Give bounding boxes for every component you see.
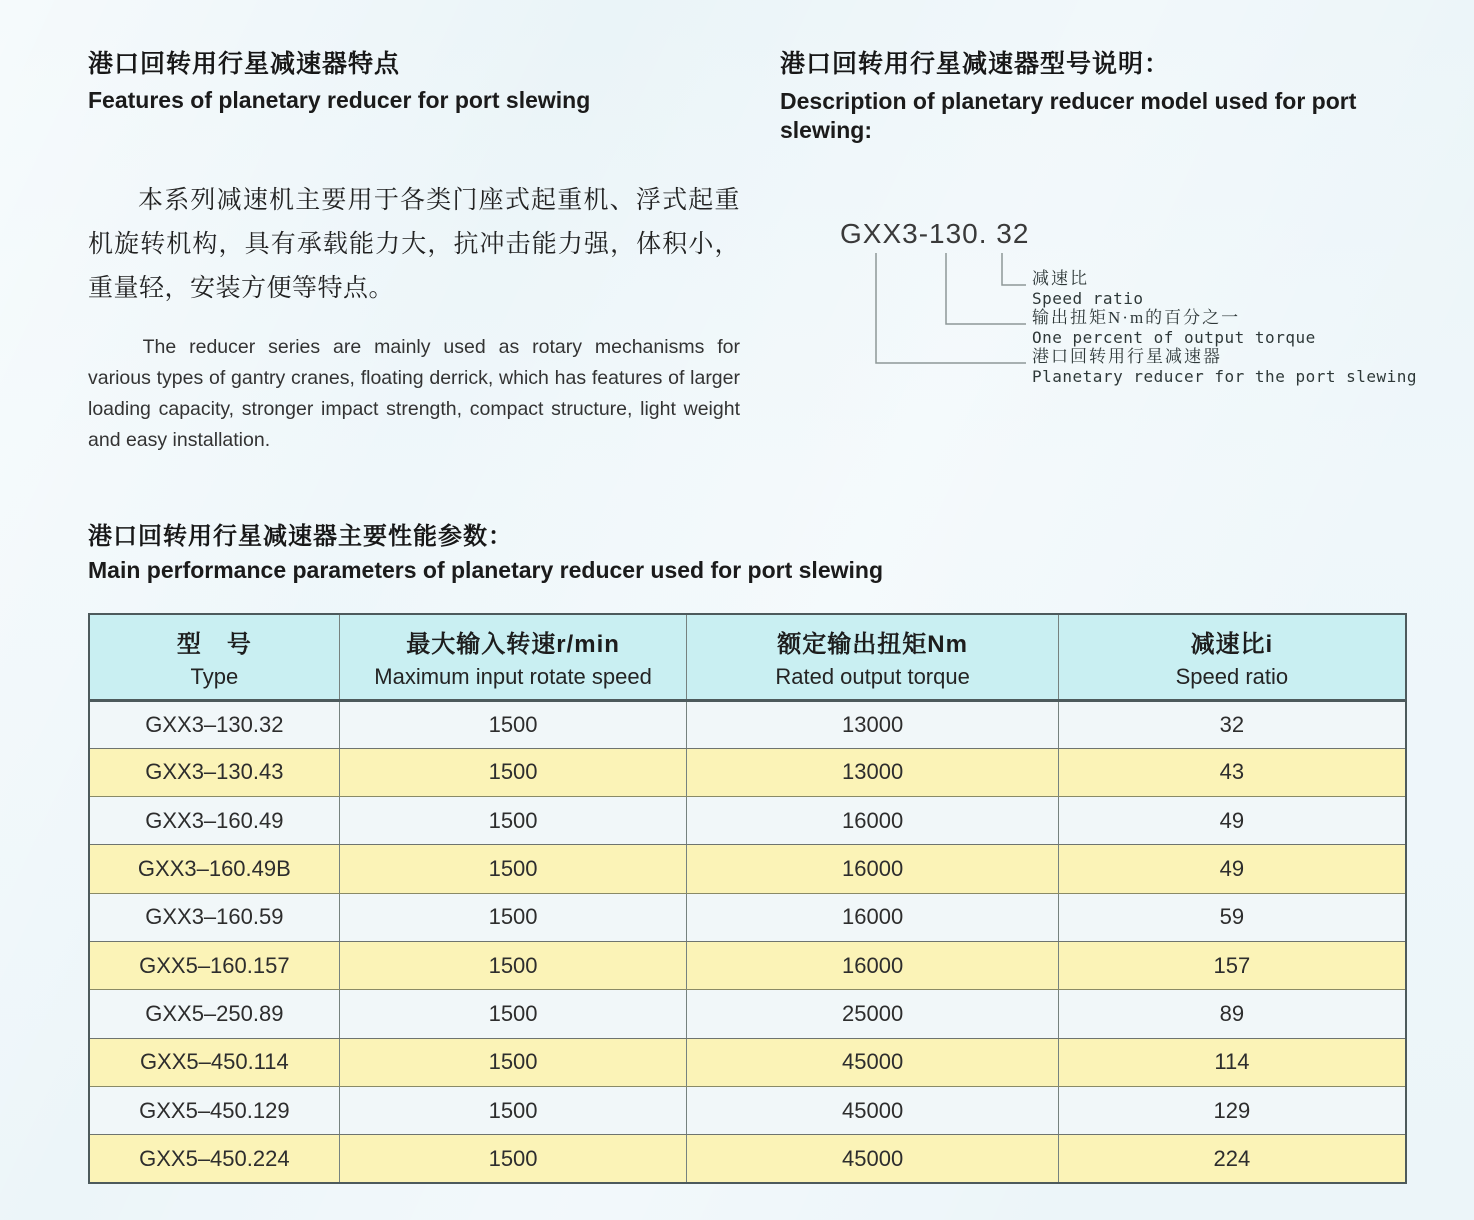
features-body-zh: 本系列减速机主要用于各类门座式起重机、浮式起重机旋转机构，具有承载能力大，抗冲击能力强，体积小，重量轻，安装方便等特点。 (88, 186, 740, 302)
model-description-title-zh: 港口回转用行星减速器型号说明： (780, 50, 1171, 78)
model-description-title-en: Description of planetary reducer model used for port slewing: (780, 88, 1357, 143)
table-row (89, 893, 1406, 941)
cell-speed: 1500 (339, 1135, 687, 1183)
cell-torque: 45000 (687, 1038, 1058, 1086)
cell-torque: 16000 (687, 941, 1058, 989)
header-max-input-speed (339, 614, 687, 700)
table-row (89, 845, 1406, 893)
features-title-zh: 港口回转用行星减速器特点 (88, 50, 401, 78)
features-body-en: The reducer series are mainly used as rotary mechanisms for various types of gantry cranes, floating derrick, which has features of larger loading capacity, stronger impact strength, compact structure, light weight and easy installation. (88, 336, 740, 451)
cell-speed: 1500 (339, 1038, 687, 1086)
cell-type: GXX3–130.32 (89, 700, 339, 748)
header-type-en: Type (190, 663, 239, 689)
table-row (89, 1038, 1406, 1086)
callout-reducer-type-en: Planetary reducer for the port slewing (1032, 367, 1418, 386)
table-row (89, 797, 1406, 845)
table-header-row (89, 614, 1406, 700)
cell-torque: 16000 (687, 893, 1058, 941)
features-title-en: Features of planetary reducer for port slewing (88, 87, 591, 113)
callout-speed-ratio-zh: 减速比 (1032, 269, 1089, 288)
parameters-title-zh: 港口回转用行星减速器主要性能参数： (88, 523, 513, 550)
table-row (89, 990, 1406, 1038)
cell-torque: 45000 (687, 1086, 1058, 1134)
cell-ratio: 157 (1058, 941, 1406, 989)
cell-ratio: 49 (1058, 845, 1406, 893)
parameters-title-en: Main performance parameters of planetary reducer used for port slewing (88, 557, 883, 583)
header-rated-output-torque (687, 614, 1058, 700)
cell-type: GXX5–450.224 (89, 1135, 339, 1183)
parameters-table (88, 613, 1407, 1184)
model-code: GXX3-130. 32 (840, 218, 1030, 249)
cell-torque: 13000 (687, 748, 1058, 796)
callout-speed-ratio-en: Speed ratio (1032, 289, 1144, 308)
header-max-input-speed-en: Maximum input rotate speed (374, 663, 652, 689)
header-speed-ratio (1058, 614, 1406, 700)
cell-type: GXX3–160.49B (89, 845, 339, 893)
parameters-section-title (88, 516, 1088, 584)
cell-ratio: 49 (1058, 797, 1406, 845)
callout-output-torque-en: One percent of output torque (1032, 328, 1316, 347)
table-row (89, 748, 1406, 796)
callout-reducer-type-zh: 港口回转用行星减速器 (1032, 347, 1222, 366)
cell-speed: 1500 (339, 845, 687, 893)
cell-speed: 1500 (339, 1086, 687, 1134)
cell-type: GXX5–450.129 (89, 1086, 339, 1134)
cell-torque: 16000 (687, 845, 1058, 893)
cell-speed: 1500 (339, 893, 687, 941)
table-row (89, 1086, 1406, 1134)
model-designation-diagram (820, 213, 1468, 413)
cell-ratio: 224 (1058, 1135, 1406, 1183)
header-speed-ratio-en: Speed ratio (1175, 663, 1289, 689)
model-description-section (780, 44, 1380, 145)
cell-speed: 1500 (339, 797, 687, 845)
cell-torque: 16000 (687, 797, 1058, 845)
cell-torque: 45000 (687, 1135, 1058, 1183)
cell-ratio: 89 (1058, 990, 1406, 1038)
header-speed-ratio-zh: 减速比i (1190, 630, 1274, 658)
header-rated-output-torque-en: Rated output torque (775, 663, 970, 689)
header-type-zh: 型 号 (176, 630, 252, 658)
cell-speed: 1500 (339, 990, 687, 1038)
header-type (89, 614, 339, 700)
table-row (89, 941, 1406, 989)
table-row (89, 1135, 1406, 1183)
cell-type: GXX3–130.43 (89, 748, 339, 796)
cell-speed: 1500 (339, 700, 687, 748)
cell-ratio: 32 (1058, 700, 1406, 748)
cell-type: GXX5–450.114 (89, 1038, 339, 1086)
cell-torque: 13000 (687, 700, 1058, 748)
cell-ratio: 129 (1058, 1086, 1406, 1134)
cell-speed: 1500 (339, 941, 687, 989)
callout-labels (1032, 269, 1468, 386)
cell-type: GXX5–250.89 (89, 990, 339, 1038)
cell-ratio: 59 (1058, 893, 1406, 941)
cell-type: GXX3–160.59 (89, 893, 339, 941)
table-row (89, 700, 1406, 748)
header-max-input-speed-zh: 最大输入转速r/min (406, 630, 620, 658)
cell-torque: 25000 (687, 990, 1058, 1038)
callout-output-torque-zh: 输出扭矩N·m的百分之一 (1032, 308, 1241, 327)
header-rated-output-torque-zh: 额定输出扭矩Nm (777, 630, 968, 658)
features-section (88, 44, 740, 456)
cell-ratio: 114 (1058, 1038, 1406, 1086)
cell-type: GXX3–160.49 (89, 797, 339, 845)
cell-ratio: 43 (1058, 748, 1406, 796)
cell-type: GXX5–160.157 (89, 941, 339, 989)
cell-speed: 1500 (339, 748, 687, 796)
